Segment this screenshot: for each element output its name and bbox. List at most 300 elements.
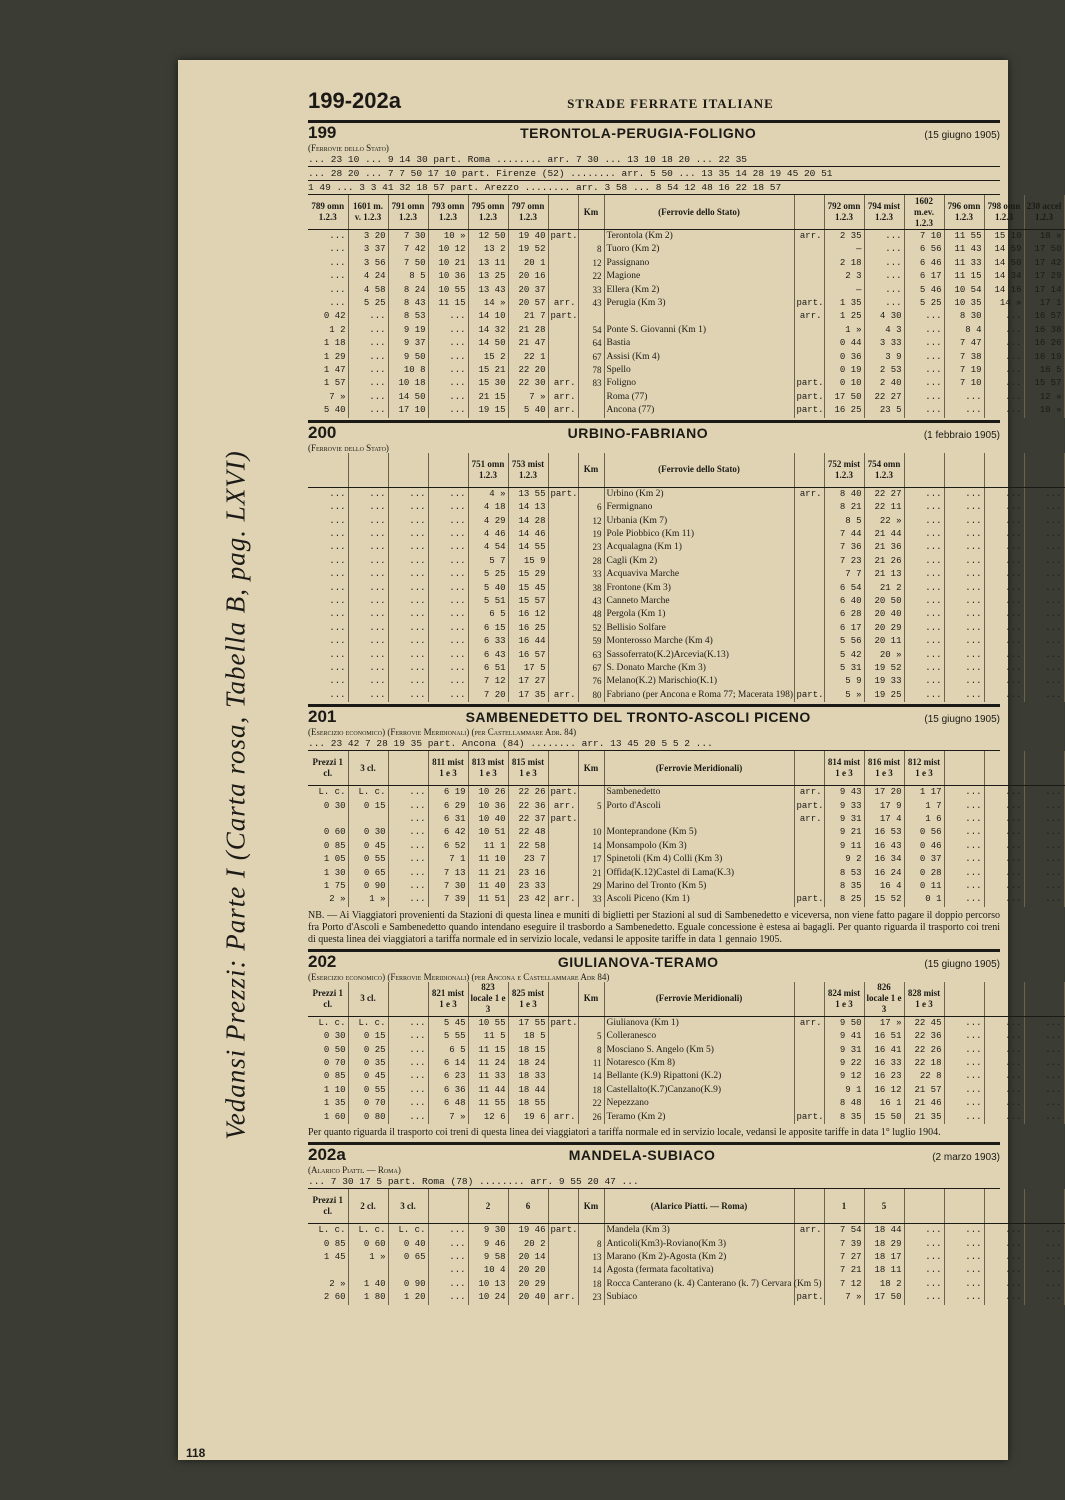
table-cell: 18 — [578, 1084, 604, 1097]
column-header: 752 mist 1.2.3 — [824, 453, 864, 488]
table-cell: 13 11 — [468, 257, 508, 270]
table-cell: 11 33 — [944, 257, 984, 270]
table-cell: ... — [308, 649, 348, 662]
table-cell — [548, 622, 578, 635]
table-cell: ... — [984, 515, 1024, 528]
table-cell: — — [824, 284, 864, 297]
table-cell — [794, 555, 824, 568]
table-cell: 11 1 — [468, 840, 508, 853]
table-cell: 22 11 — [864, 501, 904, 514]
table-cell: 21 26 — [864, 555, 904, 568]
table-cell — [548, 880, 578, 893]
table-cell: ... — [308, 595, 348, 608]
column-header: 792 omn 1.2.3 — [824, 195, 864, 230]
column-header: 2 cl. — [348, 1189, 388, 1224]
timetable — [308, 1189, 1065, 1304]
table-cell: 5 31 — [824, 662, 864, 675]
table-cell: ... — [944, 1291, 984, 1304]
table-cell: 2 » — [308, 1278, 348, 1291]
table-cell: ... — [984, 1057, 1024, 1070]
table-cell: 2 40 — [864, 377, 904, 390]
table-cell: 0 65 — [348, 867, 388, 880]
table-row — [308, 1097, 1064, 1110]
table-cell: 11 55 — [944, 230, 984, 244]
table-cell — [794, 608, 824, 621]
table-cell: ... — [904, 568, 944, 581]
table-cell: 22 26 — [508, 786, 548, 800]
table-cell: ... — [984, 351, 1024, 364]
table-cell: ... — [1024, 1278, 1064, 1291]
table-cell: 19 — [578, 528, 604, 541]
table-cell: ... — [904, 649, 944, 662]
table-cell: 16 12 — [864, 1084, 904, 1097]
table-cell: arr. — [794, 1224, 824, 1238]
table-cell: ... — [904, 689, 944, 702]
table-cell: 11 10 — [468, 853, 508, 866]
table-cell: 16 24 — [864, 867, 904, 880]
table-cell: 8 — [578, 1238, 604, 1251]
table-cell: 15 21 — [468, 364, 508, 377]
table-row — [308, 270, 1064, 283]
station-name: Spinetoli (Km 4) Colli (Km 3) — [604, 853, 794, 866]
column-header: 754 omn 1.2.3 — [864, 453, 904, 488]
table-cell — [794, 1057, 824, 1070]
table-cell: ... — [348, 501, 388, 514]
table-cell: 7 44 — [824, 528, 864, 541]
table-cell: ... — [388, 1044, 428, 1057]
table-cell: 16 23 — [864, 1070, 904, 1083]
table-cell: 5 40 — [468, 582, 508, 595]
section-note: NB. — Ai Viaggiatori provenienti da Stazioni di questa linea e muniti di biglietti per Stazioni al sud di Sambenedetto e viceversa, non viene fatto pagare il doppio percorso fra Porto d'Ascoli e Sambenedetto quando intendano eseguire il trasbordo a Sambenedetto. Eguale concessione è estesa ai bagagli. Per quanto riguarda il trasporto coi treni di questa linea dei viaggiatori a tariffa normale ed in servizio locale, vedansi le apposite tariffe in data 1 gennaio 1905. — [308, 909, 1000, 945]
table-cell: 8 24 — [388, 284, 428, 297]
table-cell: ... — [428, 1224, 468, 1238]
table-cell: ... — [1024, 1097, 1064, 1110]
table-cell: 17 4 — [864, 813, 904, 826]
table-cell: 15 2 — [468, 351, 508, 364]
table-cell: ... — [428, 404, 468, 417]
table-cell: ... — [984, 541, 1024, 554]
table-cell — [794, 324, 824, 337]
section-date: (1 febbraio 1905) — [923, 429, 1000, 441]
table-cell — [548, 635, 578, 648]
table-cell: ... — [904, 1251, 944, 1264]
table-cell: part. — [548, 813, 578, 826]
table-cell: ... — [348, 675, 388, 688]
table-cell: ... — [348, 582, 388, 595]
table-cell: ... — [308, 555, 348, 568]
section-date: (2 marzo 1903) — [932, 1152, 1000, 1164]
table-cell: 10 26 — [468, 786, 508, 800]
table-cell: ... — [1024, 1070, 1064, 1083]
table-cell: ... — [428, 515, 468, 528]
station-name: Notaresco (Km 8) — [604, 1057, 794, 1070]
table-cell: 0 15 — [348, 1030, 388, 1043]
table-cell — [794, 826, 824, 839]
table-cell: ... — [944, 1224, 984, 1238]
table-cell: ... — [308, 487, 348, 501]
table-cell: 1 47 — [308, 364, 348, 377]
table-cell: ... — [944, 1264, 984, 1277]
table-cell: ... — [1024, 826, 1064, 839]
table-cell — [578, 786, 604, 800]
table-cell: ... — [984, 1291, 1024, 1304]
table-cell: 11 40 — [468, 880, 508, 893]
table-cell: 0 60 — [348, 1238, 388, 1251]
column-header — [388, 751, 428, 786]
table-cell: 16 33 — [864, 1057, 904, 1070]
station-name: Agosta (fermata facoltativa) — [604, 1264, 794, 1277]
table-cell: ... — [428, 662, 468, 675]
table-cell: 17 9 — [864, 800, 904, 813]
table-cell: ... — [308, 662, 348, 675]
column-header: 828 mist 1 e 3 — [904, 982, 944, 1017]
table-cell — [548, 675, 578, 688]
column-header: 824 mist 1 e 3 — [824, 982, 864, 1017]
table-cell: 12 6 — [468, 1111, 508, 1124]
table-cell: ... — [984, 487, 1024, 501]
table-cell: L. c. — [388, 1224, 428, 1238]
table-cell: 0 44 — [824, 337, 864, 350]
table-cell: ... — [308, 582, 348, 595]
table-cell: arr. — [548, 800, 578, 813]
table-cell: 16 44 — [508, 635, 548, 648]
table-cell: part. — [548, 786, 578, 800]
table-cell: ... — [984, 324, 1024, 337]
table-row — [308, 840, 1064, 853]
table-cell: 9 50 — [388, 351, 428, 364]
table-cell: 17 42 — [1024, 257, 1064, 270]
table-cell: 22 — [578, 1097, 604, 1110]
sidebar — [178, 60, 296, 1460]
column-header — [548, 1189, 578, 1224]
table-cell: 22 — [578, 270, 604, 283]
table-cell: 14 34 — [984, 270, 1024, 283]
table-cell: 10 54 — [944, 284, 984, 297]
table-cell: ... — [1024, 1238, 1064, 1251]
table-cell — [548, 515, 578, 528]
table-cell: 4 » — [468, 487, 508, 501]
table-cell: L. c. — [308, 1016, 348, 1030]
station-name: Bastia — [604, 337, 794, 350]
table-cell: 1 » — [348, 893, 388, 906]
table-cell: 21 46 — [904, 1097, 944, 1110]
table-cell: 22 30 — [508, 377, 548, 390]
table-cell — [794, 501, 824, 514]
table-cell: ... — [984, 404, 1024, 417]
table-cell: ... — [348, 324, 388, 337]
table-cell: part. — [548, 1016, 578, 1030]
table-cell — [548, 1070, 578, 1083]
table-cell: 17 35 — [508, 689, 548, 702]
table-cell: 19 40 — [508, 230, 548, 244]
column-header — [794, 982, 824, 1017]
table-cell: ... — [904, 337, 944, 350]
section-company: (Esercizio economico) (Ferrovie Meridionali) (per Castellammare Adr. 84) — [308, 727, 577, 738]
table-cell: 23 5 — [864, 404, 904, 417]
table-cell: ... — [1024, 595, 1064, 608]
table-cell: ... — [864, 230, 904, 244]
table-cell: 9 2 — [824, 853, 864, 866]
table-cell: 18 29 — [864, 1238, 904, 1251]
table-cell: 10 21 — [428, 257, 468, 270]
table-cell: 14 16 — [984, 284, 1024, 297]
table-cell: ... — [388, 568, 428, 581]
table-cell: ... — [984, 800, 1024, 813]
station-name: Colleranesco — [604, 1030, 794, 1043]
table-cell: 21 35 — [904, 1111, 944, 1124]
table-cell: 16 26 — [1024, 337, 1064, 350]
table-cell: ... — [388, 515, 428, 528]
table-cell: 1 05 — [308, 853, 348, 866]
table-cell: 8 35 — [824, 880, 864, 893]
table-cell: 14 » — [984, 297, 1024, 310]
table-cell: ... — [388, 1070, 428, 1083]
table-cell: ... — [388, 689, 428, 702]
table-cell: 0 30 — [308, 1030, 348, 1043]
table-cell: 7 36 — [824, 541, 864, 554]
table-cell: ... — [348, 351, 388, 364]
table-cell: ... — [308, 541, 348, 554]
table-cell: ... — [348, 310, 388, 323]
table-cell: 1 » — [348, 1251, 388, 1264]
table-cell: 16 57 — [508, 649, 548, 662]
table-row — [308, 582, 1064, 595]
table-cell: ... — [1024, 649, 1064, 662]
table-cell: ... — [944, 582, 984, 595]
table-cell: part. — [794, 800, 824, 813]
table-cell: 8 40 — [824, 487, 864, 501]
table-cell: 26 — [578, 1111, 604, 1124]
table-cell: 76 — [578, 675, 604, 688]
table-cell: ... — [904, 310, 944, 323]
table-cell: 7 19 — [944, 364, 984, 377]
table-cell: 17 20 — [864, 786, 904, 800]
table-cell: ... — [904, 377, 944, 390]
table-cell: 6 23 — [428, 1070, 468, 1083]
table-cell: 10 55 — [468, 1016, 508, 1030]
column-header — [904, 453, 944, 488]
table-cell: 63 — [578, 649, 604, 662]
table-cell: 13 55 — [508, 487, 548, 501]
table-cell: ... — [904, 1291, 944, 1304]
table-cell: 0 65 — [388, 1251, 428, 1264]
table-row — [308, 515, 1064, 528]
table-cell: ... — [1024, 1030, 1064, 1043]
table-cell: 22 18 — [904, 1057, 944, 1070]
section-date: (15 giugno 1905) — [924, 958, 1000, 970]
table-cell: ... — [984, 1030, 1024, 1043]
table-cell: 14 10 — [468, 310, 508, 323]
table-cell — [548, 270, 578, 283]
table-cell: 19 25 — [864, 689, 904, 702]
column-header: 2 — [468, 1189, 508, 1224]
table-cell: ... — [1024, 541, 1064, 554]
table-cell: ... — [984, 1251, 1024, 1264]
table-cell: 7 » — [428, 1111, 468, 1124]
table-cell: 1 18 — [308, 337, 348, 350]
table-cell: 6 46 — [904, 257, 944, 270]
table-cell: ... — [1024, 501, 1064, 514]
table-cell: 5 9 — [824, 675, 864, 688]
table-cell: ... — [904, 555, 944, 568]
table-cell: ... — [348, 404, 388, 417]
table-cell — [548, 853, 578, 866]
table-cell: ... — [308, 515, 348, 528]
table-cell: 21 15 — [468, 391, 508, 404]
table-row — [308, 1224, 1064, 1238]
table-cell: ... — [944, 622, 984, 635]
table-cell: 0 30 — [348, 826, 388, 839]
table-cell: ... — [1024, 786, 1064, 800]
table-cell: ... — [904, 635, 944, 648]
table-cell — [794, 1030, 824, 1043]
table-cell: ... — [904, 1224, 944, 1238]
table-row — [308, 377, 1064, 390]
timetable — [308, 195, 1065, 418]
table-cell: ... — [864, 257, 904, 270]
table-cell — [308, 1264, 348, 1277]
station-name — [604, 813, 794, 826]
table-cell — [548, 351, 578, 364]
table-cell: 33 — [578, 284, 604, 297]
table-cell — [548, 1044, 578, 1057]
table-cell: 15 52 — [864, 893, 904, 906]
station-name: Monsampolo (Km 3) — [604, 840, 794, 853]
table-cell: 4 58 — [348, 284, 388, 297]
table-cell: ... — [1024, 880, 1064, 893]
station-name: Ancona (77) — [604, 404, 794, 417]
table-cell: part. — [794, 689, 824, 702]
table-cell: 0 42 — [308, 310, 348, 323]
section-202a — [308, 1142, 1062, 1304]
table-cell: 6 36 — [428, 1084, 468, 1097]
section-title: URBINO-FABRIANO — [567, 424, 709, 441]
table-cell: ... — [984, 840, 1024, 853]
table-cell: ... — [1024, 840, 1064, 853]
table-cell: 14 32 — [468, 324, 508, 337]
table-cell: ... — [428, 1238, 468, 1251]
table-row — [308, 541, 1064, 554]
table-cell: 22 36 — [508, 800, 548, 813]
table-cell: 22 58 — [508, 840, 548, 853]
table-cell: 0 90 — [388, 1278, 428, 1291]
column-header-row — [308, 751, 1064, 786]
table-cell: 5 40 — [508, 404, 548, 417]
table-cell — [794, 1070, 824, 1083]
table-cell: 9 43 — [824, 786, 864, 800]
document-page — [178, 60, 1062, 1460]
table-cell: ... — [348, 595, 388, 608]
table-cell: ... — [308, 528, 348, 541]
table-cell: ... — [904, 595, 944, 608]
table-cell: 10 55 — [428, 284, 468, 297]
table-cell: ... — [904, 662, 944, 675]
table-cell: 21 36 — [864, 541, 904, 554]
column-header — [548, 751, 578, 786]
table-cell — [548, 1097, 578, 1110]
sidebar-note: Vedansi Prezzi: Parte I (Carta rosa, Tabella B, pag. LXVI) — [220, 450, 251, 1140]
table-cell — [548, 1030, 578, 1043]
page-number: 118 — [186, 1446, 206, 1460]
section-number: 202 — [308, 951, 337, 971]
table-cell — [548, 582, 578, 595]
station-name: Terontola (Km 2) — [604, 230, 794, 244]
table-cell: ... — [428, 635, 468, 648]
table-cell: 0 28 — [904, 867, 944, 880]
table-row — [308, 595, 1064, 608]
table-cell — [794, 351, 824, 364]
column-header — [944, 453, 984, 488]
station-name: Foligno — [604, 377, 794, 390]
table-cell: 11 15 — [944, 270, 984, 283]
table-cell: 0 46 — [904, 840, 944, 853]
table-row — [308, 230, 1064, 244]
timetable — [308, 982, 1065, 1124]
table-cell: 7 1 — [428, 853, 468, 866]
table-cell — [548, 1084, 578, 1097]
table-cell: 18 44 — [864, 1224, 904, 1238]
table-cell — [794, 270, 824, 283]
table-cell — [548, 1238, 578, 1251]
station-name: Acquaviva Marche — [604, 568, 794, 581]
station-name: Castellalto(K.7)Canzano(K.9) — [604, 1084, 794, 1097]
table-cell — [794, 635, 824, 648]
table-cell: 10 8 — [388, 364, 428, 377]
section-number: 202a — [308, 1145, 346, 1165]
table-cell: ... — [308, 568, 348, 581]
table-cell: ... — [1024, 662, 1064, 675]
table-cell: 21 28 — [508, 324, 548, 337]
table-cell: 10 18 — [388, 377, 428, 390]
table-cell: 14 13 — [508, 501, 548, 514]
connection-line: ... 7 30 17 5 part. Roma (78) ........ arr. 9 55 20 47 ... — [308, 1175, 1000, 1189]
table-cell: 17 5 — [508, 662, 548, 675]
station-name: Pole Piobbico (Km 11) — [604, 528, 794, 541]
table-cell: 23 42 — [508, 893, 548, 906]
table-cell: 10 — [578, 826, 604, 839]
table-cell: 9 50 — [824, 1016, 864, 1030]
table-cell: 20 29 — [508, 1278, 548, 1291]
column-header — [794, 453, 824, 488]
table-cell: ... — [984, 1264, 1024, 1277]
table-cell: 5 25 — [468, 568, 508, 581]
table-cell: 16 1 — [864, 1097, 904, 1110]
table-cell: 16 4 — [864, 880, 904, 893]
station-name: Fermignano — [604, 501, 794, 514]
table-cell: 8 53 — [824, 867, 864, 880]
table-cell: ... — [388, 1057, 428, 1070]
table-cell — [794, 1251, 824, 1264]
table-cell: 20 11 — [864, 635, 904, 648]
column-header — [984, 1189, 1024, 1224]
station-name: Fabriano (per Ancona e Roma 77; Macerata 198) — [604, 689, 794, 702]
column-header — [388, 453, 428, 488]
table-cell: 15 10 — [984, 230, 1024, 244]
table-cell: ... — [308, 622, 348, 635]
table-cell: 13 43 — [468, 284, 508, 297]
table-cell: ... — [428, 555, 468, 568]
table-cell — [548, 1251, 578, 1264]
table-row — [308, 1278, 1064, 1291]
column-header: Prezzi 1 cl. — [308, 1189, 348, 1224]
table-row — [308, 662, 1064, 675]
column-header: 3 cl. — [388, 1189, 428, 1224]
table-cell: ... — [428, 1291, 468, 1304]
table-cell: 11 — [578, 1057, 604, 1070]
table-cell — [578, 391, 604, 404]
table-cell: 0 40 — [388, 1238, 428, 1251]
table-cell: ... — [388, 1084, 428, 1097]
